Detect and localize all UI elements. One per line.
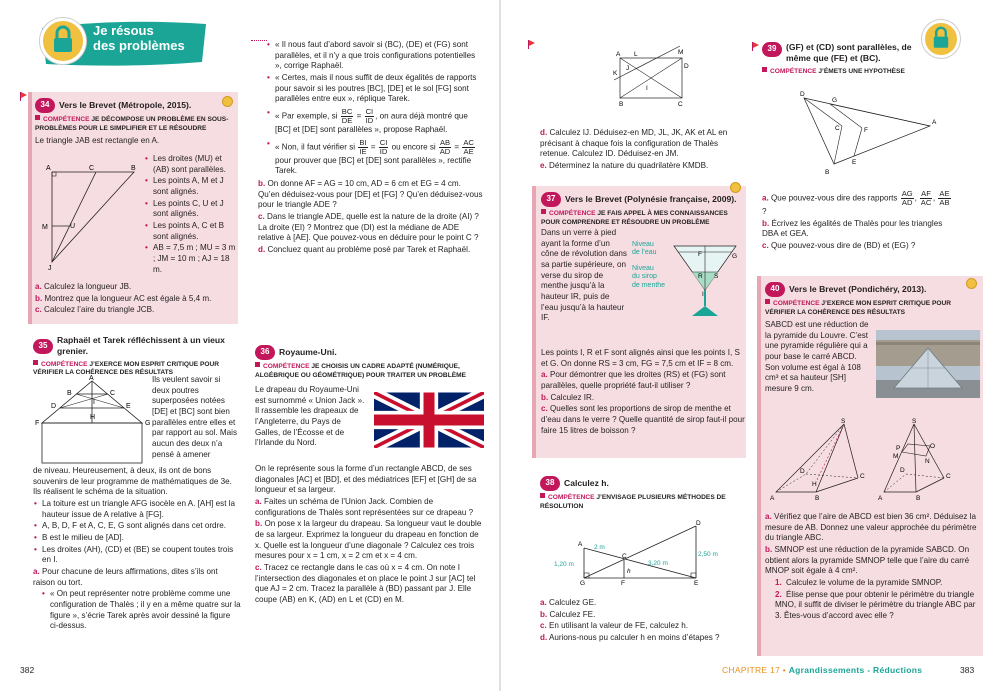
- svg-text:B: B: [916, 495, 921, 502]
- exercise-number: 37: [541, 192, 561, 207]
- measure-250: 2,50 m: [698, 551, 718, 558]
- question-label: b.: [35, 293, 43, 303]
- quote-item: • « Certes, mais il nous suffit de deux égalités de rapports pour savoir si les poutres [BC], [DE] et le sol [FG] sont parallèles entre eux », réplique Tarek.: [266, 73, 483, 105]
- page-number-right: 383: [960, 665, 975, 675]
- kmdb-figure: [612, 44, 696, 110]
- fact-item: • Les droites (MU) et (AB) sont parallèles.: [144, 154, 236, 175]
- sub-question-2: Élise pense que pour obtenir le périmètre du triangle MNO, il suffit de diviser le périmètre du triangle ABC par 3. Êtes-vous d’accord avec elle ?: [775, 589, 976, 621]
- question-label: d.: [540, 128, 548, 137]
- quote-item: • « On peut représenter notre problème comme une configuration de Thalès ; il y en a même quatre sur la figure », s’écrie Tarek après avoir dessiné la figure ci-dessus.: [41, 589, 241, 632]
- quote-text: « Non, il faut vérifier si: [275, 142, 356, 152]
- quote-text: ou encore si: [391, 142, 436, 152]
- svg-text:F: F: [864, 127, 868, 134]
- svg-text:A: A: [878, 495, 883, 502]
- question-b: Montrez que la longueur AC est égale à 5,4 m.: [44, 293, 212, 303]
- exercise-number: 40: [765, 282, 785, 297]
- sub-question-1: Calculez le volume de la pyramide SMNOP.: [786, 578, 943, 588]
- exercise-title: Vers le Brevet (Métropole, 2015).: [59, 99, 192, 110]
- question-a: Vérifiez que l’aire de ABCD est bien 36 cm². Déduisez la mesure de AB. Donnez une valeur approchée du périmètre du triangle ABC.: [765, 512, 977, 543]
- competence-label: COMPÉTENCE: [549, 210, 596, 217]
- question-b: Calculez IR.: [550, 392, 595, 402]
- svg-text:S: S: [912, 418, 917, 425]
- exercise-36: [255, 345, 485, 383]
- question-label: c.: [540, 621, 547, 631]
- competence-label: COMPÉTENCE: [43, 116, 90, 123]
- label-line: du sirop: [632, 273, 657, 281]
- question-label: c.: [541, 404, 548, 414]
- svg-text:B: B: [825, 169, 830, 176]
- text-block: Les points I, R et F sont alignés ainsi que les points I, S et G. On donne RS = 3 cm, FG = 7,5 cm et IF = 8 cm.: [541, 348, 740, 368]
- exercise-title: Royaume-Uni.: [279, 346, 337, 357]
- svg-text:F: F: [698, 251, 702, 258]
- svg-text:C: C: [622, 553, 627, 560]
- union-jack-flag-image: [374, 392, 484, 448]
- question-d: Concluez quant au problème posé par Tarek et Raphaël.: [267, 244, 471, 254]
- measure-h: h: [627, 568, 631, 575]
- quote-item: • « Par exemple, si $\frac{BC}{DE}$ = $\frac{CI}{ID}$ , on aura déjà montré que [BC] et [DE] sont parallèles », propose Raphaël.: [266, 108, 483, 136]
- question-e: Déterminez la nature du quadrilatère KMDB.: [549, 161, 709, 171]
- column-3-questions: [540, 128, 748, 173]
- pyramid-figures: [766, 416, 966, 504]
- svg-text:D: D: [800, 91, 805, 98]
- svg-text:A: A: [578, 541, 583, 548]
- question-label: a.: [255, 497, 262, 507]
- svg-text:I: I: [702, 291, 704, 298]
- fact-item: • A, B, D, F et A, C, E, G sont alignés dans cet ordre.: [33, 521, 241, 532]
- svg-text:K: K: [613, 70, 618, 77]
- label-line: Niveau: [632, 265, 654, 272]
- question-label: b.: [255, 519, 263, 529]
- svg-text:C: C: [860, 473, 865, 480]
- chapter-label: CHAPITRE 17: [722, 665, 781, 675]
- svg-text:S: S: [714, 273, 719, 280]
- question-a: Calculez la longueur JB.: [44, 282, 132, 291]
- exercise-39: [762, 42, 922, 79]
- question-label: c.: [762, 240, 769, 250]
- question-b: On pose x la largeur du drapeau. Sa longueur vaut le double de sa largeur. Exprimez la longueur du drapeau en fonction de x. Quelle est la longueur d’une diagonale ? Calculez ces trois mesures pour x = 1 cm, x = 2 cm et x = 4 cm.: [255, 519, 482, 561]
- svg-text:G: G: [145, 420, 151, 427]
- exercise-number: 36: [255, 345, 275, 360]
- svg-text:C: C: [835, 125, 840, 132]
- svg-text:G: G: [732, 253, 738, 260]
- svg-text:E: E: [852, 159, 857, 166]
- intro-text: Le triangle JAB est rectangle en A.: [35, 136, 160, 146]
- svg-text:F: F: [621, 580, 625, 587]
- question-label: d.: [258, 244, 266, 254]
- lock-icon: [40, 18, 86, 64]
- svg-text:A: A: [89, 375, 94, 382]
- flag-icon: [752, 42, 760, 50]
- question-c: Tracez ce rectangle dans le cas où x = 4 cm. On note I l’intersection des diagonales et on place le point J sur [AC] tel que AJ = 2 cm. Tracez la parallèle à (BD) passant par J. Elle coupe (AB) en K, (AD) en L et (CD) en M.: [255, 563, 476, 605]
- question-a: Que pouvez-vous dire des rapports: [771, 193, 898, 203]
- svg-text:D: D: [684, 63, 689, 70]
- question-label: b.: [765, 545, 773, 555]
- exercise-36-text1: Le drapeau du Royaume-Uni est surnommé « Union Jack ». Il rassemble les drapeaux de l’Angleterre, du Pays de Galles, de l’Écosse et de l’Irlande du Nord.: [255, 385, 365, 448]
- exercise-title: (GF) et (CD) sont parallèles, de même que (FE) et (BC).: [786, 42, 912, 64]
- question-d: Calculez IJ. Déduisez-en MD, JL, JK, AK et AL en précisant à chaque fois la configuration de Thalès retenue. Calculez ID. Déduisez-en JM.: [540, 128, 728, 159]
- question-a: Pour démontrer que les droites (RS) et (FG) sont parallèles, quelle propriété faut-il utiliser ?: [541, 370, 726, 391]
- quote-text: pour prouver que [BC] et [DE] sont parallèles », rectifie Tarek.: [275, 155, 472, 176]
- glass-cone-figure: [670, 232, 746, 318]
- triangle-jab-figure: [34, 162, 144, 274]
- question-b: Calculez FE.: [549, 609, 596, 619]
- quote-item: • « Il nous faut d’abord savoir si (BC), (DE) et (FG) sont parallèles, et il n’y a que trois configurations potentielles », corrige Raphaël.: [266, 40, 483, 72]
- svg-text:E: E: [694, 580, 699, 587]
- svg-text:D: D: [696, 520, 701, 527]
- header-title-line1: Je résous: [93, 23, 154, 38]
- svg-text:M: M: [42, 224, 48, 231]
- question-label: c.: [258, 211, 265, 221]
- exercise-number: 38: [540, 476, 560, 491]
- ladder-figure: [548, 518, 728, 590]
- quote-text: , on aura déjà montré que [BC] et [DE] sont parallèles », propose Raphaël.: [275, 111, 468, 134]
- exercise-number: 39: [762, 42, 782, 57]
- svg-text:D: D: [51, 403, 57, 410]
- svg-text:B: B: [815, 495, 820, 502]
- svg-text:F: F: [35, 420, 40, 427]
- question-c: Dans le triangle ADE, quelle est la nature de la droite (AI) ? La droite (EI) ? Montrez que (DI) est la médiane de ADE relative à [AE]. Que pouvez-vous en déduire pour le point C ?: [258, 211, 479, 243]
- sub-question-label: 2.: [775, 589, 782, 599]
- svg-text:J: J: [626, 65, 630, 72]
- footer-chapter: CHAPITRE 17 • Agrandissements - Réductions: [722, 665, 923, 675]
- svg-text:C: C: [946, 473, 951, 480]
- svg-text:M: M: [678, 49, 684, 56]
- svg-text:D: D: [900, 467, 905, 474]
- exercise-36-body: [255, 464, 485, 607]
- exercise-35: [33, 335, 241, 381]
- svg-text:H: H: [90, 414, 96, 421]
- competence-text: JE CHOISIS UN CADRE ADAPTÉ (NUMÉRIQUE, ALGÉBRIQUE OU GÉOMÉTRIQUE) POUR TRAITER UN PROBLÈME: [255, 363, 467, 379]
- question-c: Calculez l’aire du triangle JCB.: [44, 305, 155, 315]
- question-label: b.: [762, 218, 770, 228]
- svg-text:C: C: [678, 101, 683, 108]
- exercise-number: 35: [33, 339, 53, 354]
- exercise-35-body: [33, 466, 241, 633]
- question-label: c.: [35, 305, 42, 315]
- svg-text:R: R: [698, 273, 703, 280]
- svg-text:P: P: [896, 445, 901, 452]
- exercise-38-questions: [540, 598, 745, 645]
- svg-text:N: N: [925, 458, 930, 465]
- quote-text: « Par exemple, si: [275, 111, 338, 121]
- exercise-35-text1: Ils veulent savoir si deux poutres superposées notées [DE] et [BC] sont bien parallèles entre elles et par rapport au sol. Mais aucun des deux n’a pensé à amener: [152, 375, 238, 459]
- exercise-title: Vers le Brevet (Polynésie française, 2009).: [565, 193, 737, 204]
- question-label: e.: [540, 161, 547, 171]
- competence-text: J’ÉMETS UNE HYPOTHÈSE: [818, 67, 905, 75]
- svg-text:D: D: [800, 468, 805, 475]
- exercise-40: [765, 282, 979, 320]
- competence-label: COMPÉTENCE: [263, 363, 310, 370]
- exercise-38: [540, 476, 745, 514]
- question-label: b.: [540, 609, 548, 619]
- fact-item: • AB = 7,5 m ; MU = 3 m ; JM = 10 m ; AJ = 18 m.: [144, 243, 236, 275]
- question-c: En utilisant la valeur de FE, calculez h.: [549, 621, 689, 631]
- svg-text:G: G: [580, 580, 586, 587]
- quote-item: • « Non, il faut vérifier si $\frac{BI}{IE}$ = $\frac{CI}{ID}$ ou encore si $\frac{AB}{AD}$ = $\frac{AC}{AE}$ pour prouver que [BC] et [DE] sont parallèles », rectifie Tarek.: [266, 139, 483, 177]
- label-line: Niveau: [632, 241, 654, 248]
- competence-text: JE DÉCOMPOSE UN PROBLÈME EN SOUS-PROBLÈMES POUR LE SIMPLIFIER ET LE RÉSOUDRE: [35, 116, 229, 132]
- svg-text:A: A: [932, 119, 937, 126]
- fact-item: • Les points A, M et J sont alignés.: [144, 176, 236, 197]
- svg-text:A: A: [616, 51, 621, 58]
- exercise-number: 34: [35, 98, 55, 113]
- exercise-34-questions: [35, 282, 235, 317]
- question-d: Aurions-nous pu calculer h en moins d’étapes ?: [549, 633, 720, 643]
- fact-item: • Les points A, C et B sont alignés.: [144, 221, 236, 242]
- question-b: SMNOP est une réduction de la pyramide SABCD. On obtient alors la pyramide SMNOP telle que l’aire du carré MNOP soit égale à 4 cm².: [765, 545, 970, 576]
- competence-text: J’EXERCE MON ESPRIT CRITIQUE POUR VÉRIFIER LA COHÉRENCE DES RÉSULTATS: [765, 300, 952, 316]
- measure-2m: 2 m: [594, 544, 605, 551]
- measure-320: 3,20 m: [648, 560, 668, 567]
- fact-item: • B est le milieu de [AD].: [33, 533, 241, 544]
- svg-text:M: M: [893, 453, 899, 460]
- question-label: b.: [258, 178, 266, 188]
- question-label: a.: [35, 282, 42, 291]
- svg-text:O: O: [930, 443, 936, 450]
- text-block: On le représente sous la forme d’un rectangle ABCD, de ses diagonales [AC] et [BD], et des médiatrices [EF] et [GH] de sa longueur et sa largeur.: [255, 464, 477, 495]
- svg-text:B: B: [619, 101, 624, 108]
- competence-label: COMPÉTENCE: [548, 494, 595, 501]
- flag-icon: [528, 40, 536, 48]
- svg-text:I: I: [93, 399, 95, 406]
- svg-text:U: U: [70, 223, 76, 230]
- arrow-figure: [790, 90, 940, 182]
- exercise-40-text1: SABCD est une réduction de la pyramide du Louvre. C’est une pyramide régulière qui a pour base le carré ABCD. Son volume est égal à 108 cm³ et sa hauteur [SH] mesure 9 cm.: [765, 320, 869, 394]
- label-line: de l’eau: [632, 249, 657, 257]
- exercise-39-questions: a. Que pouvez-vous dire des rapports $\frac{AG}{AD}$ , $\frac{AF}{AC}$ , $\frac{AE}{AB}$ ? b. Écrivez les égalités de Thalès pour les triangles DBA et GEA. c. Que pouvez-vous dire de (BD) et (EG) ?: [762, 189, 950, 250]
- competence-label: COMPÉTENCE: [41, 360, 88, 368]
- svg-text:A: A: [46, 165, 51, 172]
- svg-text:A: A: [770, 495, 775, 502]
- chapter-title: Agrandissements - Réductions: [788, 665, 923, 675]
- svg-text:B: B: [67, 390, 72, 397]
- svg-text:G: G: [832, 97, 838, 104]
- competence-label: COMPÉTENCE: [770, 67, 817, 75]
- svg-text:C: C: [110, 390, 116, 397]
- roof-figure: [34, 375, 152, 467]
- competence-text: J’ENVISAGE PLUSIEURS MÉTHODES DE RÉSOLUTION: [540, 494, 726, 510]
- fact-item: • Les points C, U et J sont alignés.: [144, 199, 236, 220]
- lock-icon-right: [922, 20, 960, 58]
- text-block: de niveau. Heureusement, à deux, ils ont de bons souvenirs de leur programme de mathématiques de 3e. Ils réalisent le schéma de la situation.: [33, 466, 232, 497]
- fact-item: • Les droites (AH), (CD) et (BE) se coupent toutes trois en I.: [33, 545, 241, 566]
- competence-text: J’EXERCE MON ESPRIT CRITIQUE POUR VÉRIFIER LA COHÉRENCE DES RÉSULTATS: [33, 360, 220, 377]
- question-c: Que pouvez-vous dire de (BD) et (EG) ?: [771, 240, 916, 250]
- exercise-title: Raphaël et Tarek réfléchissent à un vieux grenier.: [57, 335, 225, 357]
- competence-text: JE FAIS APPEL À MES CONNAISSANCES POUR COMPRENDRE ET RÉSOUDRE UN PROBLÈME: [541, 210, 728, 226]
- exercise-37-body: [541, 348, 745, 437]
- measure-120: 1,20 m: [554, 561, 574, 568]
- fact-item: • La toiture est un triangle AFG isocèle en A. [AH] est la hauteur issue de A relative à [FG].: [33, 499, 241, 520]
- sub-question-label: 1.: [775, 578, 782, 588]
- page-number-left: 382: [20, 665, 35, 675]
- exercise-34: [35, 98, 235, 148]
- page-spine: [499, 0, 501, 691]
- question-label: a.: [33, 567, 40, 577]
- svg-text:L: L: [634, 51, 638, 58]
- column-2-quotes: [258, 40, 483, 257]
- svg-text:I: I: [646, 85, 648, 92]
- question-b: On donne AF = AG = 10 cm, AD = 6 cm et EG = 4 cm. Qu’en déduisez-vous pour [DE] et [FG] ? Qu’en déduisez-vous pour le triangle ADE ?: [258, 178, 483, 210]
- header-banner: [38, 18, 210, 68]
- question-a: Faites un schéma de l’Union Jack. Combien de configurations de Thalès sont représentées sur ce drapeau ?: [255, 497, 474, 517]
- louvre-pyramid-photo: [876, 330, 980, 398]
- exercise-34-facts: [144, 154, 236, 276]
- header-title-line2: des problèmes: [93, 37, 185, 53]
- question-label: c.: [255, 563, 262, 573]
- question-b: Écrivez les égalités de Thalès pour les triangles DBA et GEA.: [762, 218, 943, 239]
- question-label: b.: [541, 392, 549, 402]
- svg-text:B: B: [131, 165, 136, 172]
- flag-icon: [20, 92, 28, 100]
- svg-text:S: S: [841, 418, 846, 425]
- question-label: d.: [540, 633, 548, 643]
- exercise-37: [541, 192, 745, 230]
- svg-text:E: E: [126, 403, 131, 410]
- svg-text:H: H: [812, 481, 817, 488]
- label-line: de menthe: [632, 281, 666, 289]
- exercise-title: Calculez h.: [564, 477, 609, 488]
- question-label: a.: [765, 512, 772, 521]
- exercise-40-questions: [765, 512, 979, 623]
- question-label: a.: [540, 598, 547, 607]
- question-c: Quelles sont les proportions de sirop de menthe et d’eau dans le verre ? Quelle quantité de sirop faut-il pour faire 15 litres de boisson ?: [541, 404, 745, 435]
- question-label: a.: [541, 370, 548, 380]
- svg-text:C: C: [89, 165, 95, 172]
- competence-label: COMPÉTENCE: [773, 300, 820, 307]
- svg-text:J: J: [48, 265, 52, 272]
- question-a: Calculez GE.: [549, 598, 597, 607]
- question-label: a.: [762, 193, 769, 203]
- exercise-title: Vers le Brevet (Pondichéry, 2013).: [789, 283, 927, 294]
- exercise-37-text1: Dans un verre à pied ayant la forme d’un cône de révolution dans sa partie supérieure, on verse du sirop de menthe jusqu’à la hauteur IR, puis de l’eau jusqu’à la hauteur IF.: [541, 228, 627, 323]
- question-a: Pour chacune de leurs affirmations, dites s’ils ont raison ou tort.: [33, 567, 218, 587]
